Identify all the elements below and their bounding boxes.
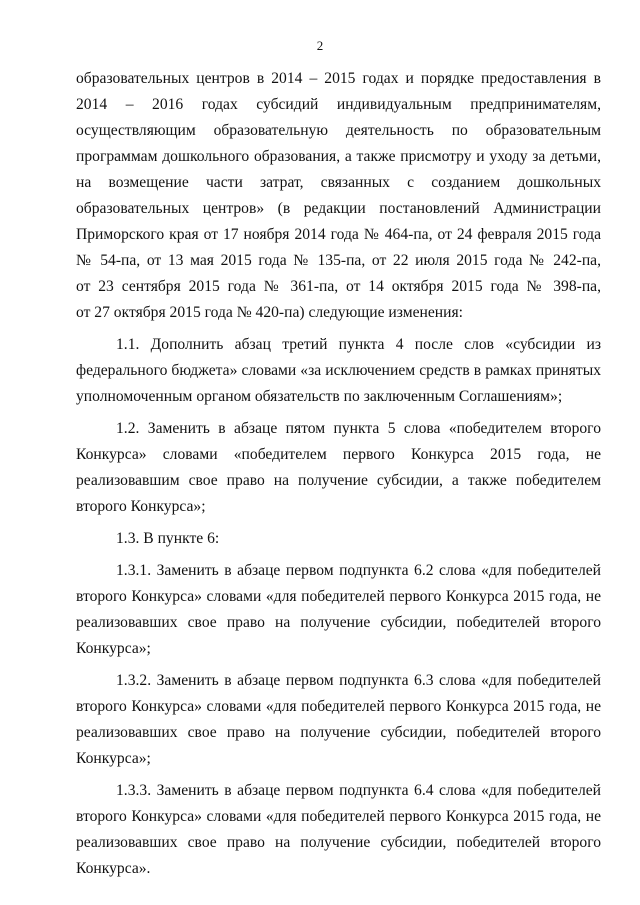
text-line: 1.3.1. Заменить в абзаце первом подпункта 6.2 слова «для победителей (116, 562, 601, 579)
text-line: № 54-па, от 13 мая 2015 года № 135-па, от 22 июля 2015 года № 242-па, (76, 252, 601, 269)
paragraph-intro (76, 66, 601, 326)
paragraph-1-3 (76, 526, 601, 552)
text-line: реализовавших свое право на получение субсидии, победителей второго (76, 834, 601, 851)
page-number: 2 (316, 38, 324, 53)
text-line: 2014 – 2016 годах субсидий индивидуальным предпринимателям, (76, 96, 601, 113)
text-line: 1.2. Заменить в абзаце пятом пункта 5 слова «победителем второго (116, 420, 601, 437)
paragraph-1-3-3 (76, 778, 601, 882)
text-line: Конкурса». (76, 860, 151, 877)
text-line: 1.3.3. Заменить в абзаце первом подпункта 6.4 слова «для победителей (116, 782, 601, 799)
text-line: от 23 сентября 2015 года № 361-па, от 14 октября 2015 года № 398-па, (76, 278, 601, 295)
text-line: 1.1. Дополнить абзац третий пункта 4 после слов «субсидии из (116, 336, 601, 353)
document-body (76, 66, 601, 882)
text-line: второго Конкурса» словами «для победителей первого Конкурса 2015 года, не (76, 808, 601, 825)
text-line: второго Конкурса»; (76, 498, 206, 515)
text-line: образовательных центров в 2014 – 2015 годах и порядке предоставления в (76, 70, 601, 87)
text-line: Конкурса»; (76, 640, 151, 657)
text-line: осуществляющим образовательную деятельность по образовательным (76, 122, 601, 139)
text-line: Конкурса»; (76, 750, 151, 767)
text-line: образовательных центров» (в редакции постановлений Администрации (76, 200, 601, 217)
text-line: федерального бюджета» словами «за исключением средств в рамках принятых (76, 362, 601, 379)
text-line: реализовавших свое право на получение субсидии, победителей второго (76, 614, 601, 631)
text-line: от 27 октября 2015 года № 420-па) следующие изменения: (76, 304, 463, 321)
text-line: второго Конкурса» словами «для победителей первого Конкурса 2015 года, не (76, 698, 601, 715)
text-line: реализовавших свое право на получение субсидии, победителей второго (76, 724, 601, 741)
paragraph-1-1 (76, 332, 601, 410)
text-line: 1.3.2. Заменить в абзаце первом подпункта 6.3 слова «для победителей (116, 672, 601, 689)
paragraph-1-2 (76, 416, 601, 520)
text-line: 1.3. В пункте 6: (116, 530, 220, 547)
paragraph-1-3-1 (76, 558, 601, 662)
text-line: на возмещение части затрат, связанных с созданием дошкольных (76, 174, 601, 191)
text-line: программам дошкольного образования, а также присмотру и уходу за детьми, (76, 148, 601, 165)
text-line: Приморского края от 17 ноября 2014 года № 464-па, от 24 февраля 2015 года (76, 226, 601, 243)
text-line: уполномоченным органом обязательств по заключенным Соглашениям»; (76, 388, 563, 405)
text-line: реализовавшим свое право на получение субсидии, а также победителем (76, 472, 601, 489)
text-line: второго Конкурса» словами «для победителей первого Конкурса 2015 года, не (76, 588, 601, 605)
paragraph-1-3-2 (76, 668, 601, 772)
text-line: Конкурса» словами «победителем первого Конкурса 2015 года, не (76, 446, 601, 463)
